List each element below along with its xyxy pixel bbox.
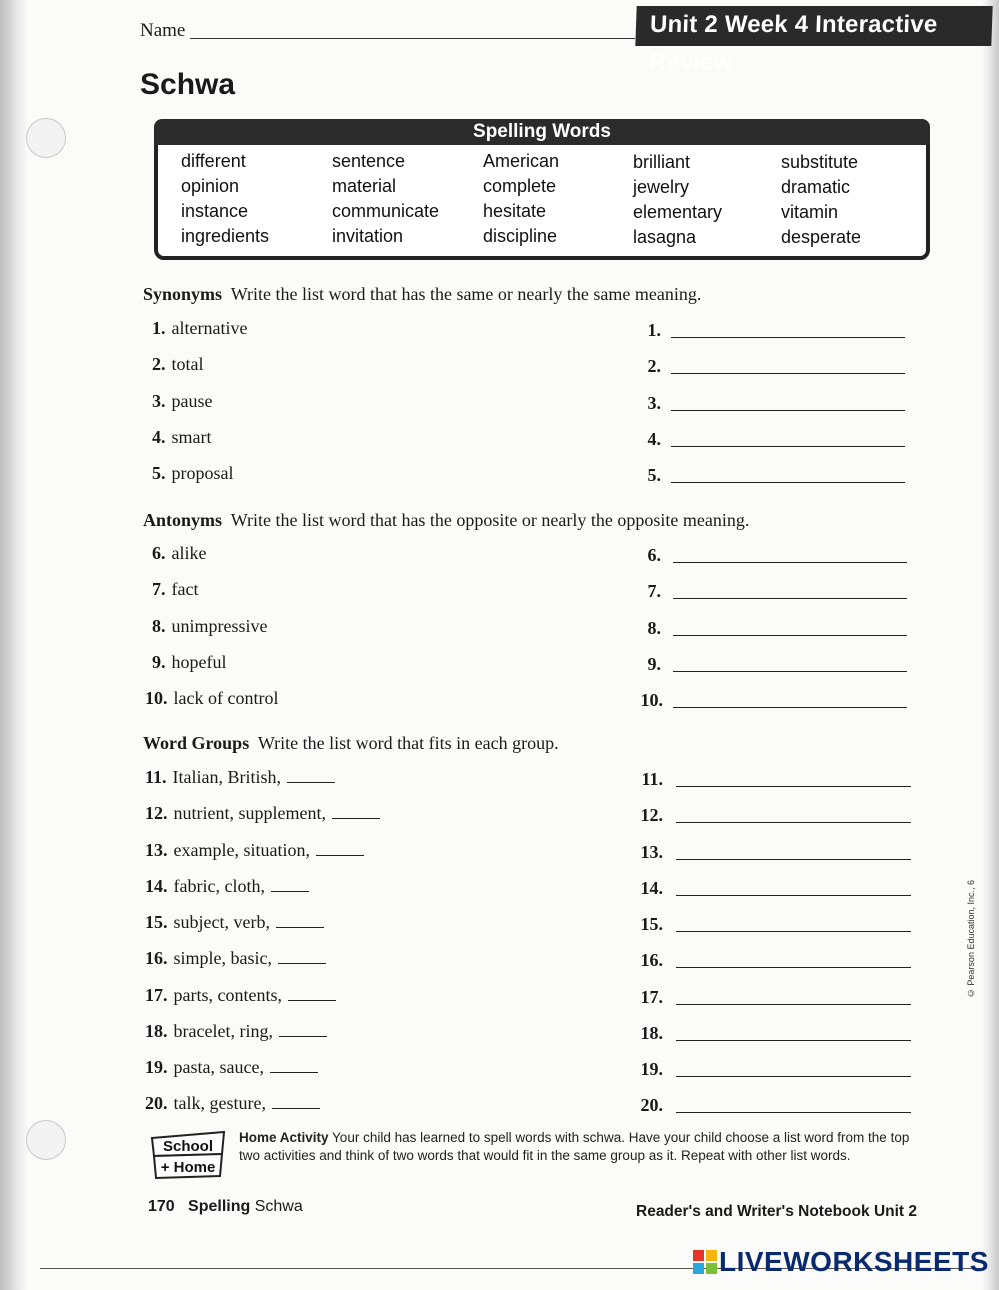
spelling-word: complete — [483, 176, 557, 196]
binder-hole — [26, 1120, 66, 1160]
scan-edge-left — [0, 0, 28, 1290]
question-item — [152, 427, 212, 448]
question-number: 12. — [145, 803, 168, 823]
inline-blank — [332, 804, 380, 819]
question-number: 14. — [145, 876, 168, 896]
section-instruction: Write the list word that fits in each group. — [257, 733, 559, 753]
answer-input[interactable] — [671, 481, 905, 483]
question-number: 18. — [145, 1021, 168, 1041]
answer-number: 14. — [640, 878, 663, 898]
antonyms-heading — [143, 510, 749, 531]
copyright-notice: © Pearson Education, Inc., 6 — [966, 880, 976, 999]
answer-number: 4. — [647, 429, 661, 449]
question-number: 9. — [152, 652, 166, 672]
question-number: 17. — [145, 985, 168, 1005]
answer-number: 16. — [640, 950, 663, 970]
section-label: Word Groups — [143, 733, 250, 753]
footer-section: Spelling — [188, 1198, 251, 1215]
inline-blank — [288, 986, 336, 1001]
spelling-word: discipline — [483, 226, 558, 246]
name-field[interactable] — [190, 38, 635, 39]
question-number: 20. — [145, 1093, 168, 1113]
question-number: 10. — [145, 688, 168, 708]
answer-input[interactable] — [676, 785, 911, 787]
inline-blank — [316, 841, 364, 856]
answer-number: 8. — [647, 618, 661, 638]
inline-blank — [279, 1022, 327, 1037]
spelling-word: communicate — [332, 201, 440, 221]
answer-number: 7. — [647, 581, 661, 601]
question-item — [145, 912, 324, 933]
inline-blank — [276, 913, 324, 928]
question-number: 4. — [152, 427, 166, 447]
question-text: nutrient, supplement, — [173, 803, 326, 823]
answer-number: 1. — [647, 320, 661, 340]
answer-number: 10. — [640, 690, 663, 710]
question-number: 13. — [145, 840, 168, 860]
question-number: 1. — [152, 318, 166, 338]
question-text: bracelet, ring, — [173, 1021, 273, 1041]
question-text: lack of control — [173, 688, 279, 708]
question-text: smart — [171, 427, 212, 447]
liveworksheets-logo-icon — [693, 1250, 717, 1274]
answer-input[interactable] — [676, 1111, 911, 1113]
answer-number: 11. — [641, 769, 663, 789]
spelling-word: elementary — [633, 202, 723, 222]
name-label: Name — [140, 20, 186, 41]
question-item — [145, 803, 380, 824]
answer-number: 5. — [647, 465, 661, 485]
home-activity-note — [239, 1129, 919, 1165]
home-activity-label: Home Activity — [239, 1130, 329, 1145]
word-groups-heading — [143, 733, 559, 754]
question-item — [152, 579, 198, 600]
inline-blank — [270, 1058, 318, 1073]
spelling-word: material — [332, 176, 397, 196]
spelling-word: lasagna — [633, 227, 697, 247]
binder-hole — [26, 118, 66, 158]
home-activity-text: Your child has learned to spell words with schwa. Have your child choose a list word from the top two activities and think of two words that would fit in the same group as it. Repeat with other list words. — [239, 1130, 910, 1163]
liveworksheets-watermark — [693, 1246, 989, 1278]
question-text: alternative — [171, 318, 248, 338]
unit-banner: Unit 2 Week 4 Interactive Review — [635, 6, 992, 46]
question-item — [145, 688, 278, 709]
section-label: Synonyms — [143, 284, 223, 304]
question-number: 19. — [145, 1057, 168, 1077]
answer-input[interactable] — [671, 336, 905, 338]
answer-number: 20. — [640, 1095, 663, 1115]
question-text: pause — [171, 391, 213, 411]
question-text: alike — [171, 543, 207, 563]
question-item — [145, 1093, 320, 1114]
question-item — [152, 543, 206, 564]
answer-number: 13. — [640, 842, 663, 862]
question-text: parts, contents, — [173, 985, 282, 1005]
question-text: talk, gesture, — [173, 1093, 266, 1113]
inline-blank — [278, 949, 326, 964]
page-title: Schwa — [140, 68, 236, 101]
scan-edge-right — [981, 0, 999, 1290]
answer-number: 6. — [647, 545, 661, 565]
question-number: 15. — [145, 912, 168, 932]
spelling-word: opinion — [181, 176, 240, 196]
question-item — [152, 616, 268, 637]
answer-number: 12. — [640, 805, 663, 825]
question-item — [145, 985, 336, 1006]
spelling-word: sentence — [332, 151, 406, 171]
question-item — [152, 652, 226, 673]
answer-input[interactable] — [671, 445, 905, 447]
question-item — [145, 876, 309, 897]
question-number: 8. — [152, 616, 166, 636]
answer-input[interactable] — [673, 597, 907, 599]
answer-input[interactable] — [671, 372, 905, 374]
school-home-logo — [148, 1128, 228, 1180]
question-text: simple, basic, — [173, 948, 272, 968]
answer-number: 3. — [647, 393, 661, 413]
page-number: 170 — [148, 1198, 175, 1215]
answer-number: 17. — [640, 987, 663, 1007]
footer-right — [636, 1203, 917, 1221]
question-item — [152, 463, 234, 484]
answer-input[interactable] — [676, 1039, 911, 1041]
question-number: 11. — [145, 767, 167, 787]
section-label: Antonyms — [143, 510, 223, 530]
question-text: fabric, cloth, — [173, 876, 265, 896]
answer-input[interactable] — [671, 409, 905, 411]
section-instruction: Write the list word that has the same or nearly the same meaning. — [230, 284, 702, 304]
logo-home-text: + Home — [160, 1159, 216, 1176]
answer-input[interactable] — [673, 561, 907, 563]
inline-blank — [272, 1094, 320, 1109]
spelling-word: jewelry — [633, 177, 690, 197]
answer-input[interactable] — [676, 894, 911, 896]
question-number: 6. — [152, 543, 166, 563]
question-text: example, situation, — [173, 840, 310, 860]
question-item — [145, 948, 326, 969]
question-item — [152, 318, 247, 339]
answer-input[interactable] — [676, 930, 911, 932]
footer-topic: Schwa — [254, 1198, 303, 1215]
footer-left — [148, 1198, 303, 1216]
answer-number: 9. — [647, 654, 661, 674]
question-item — [145, 767, 335, 788]
spelling-word: hesitate — [483, 201, 547, 221]
spelling-word: instance — [181, 201, 249, 221]
answer-input[interactable] — [673, 634, 907, 636]
footer-unit: Unit 2 — [873, 1203, 917, 1220]
answer-number: 15. — [640, 914, 663, 934]
question-item — [145, 840, 364, 861]
spelling-word: ingredients — [181, 226, 270, 246]
answer-number: 18. — [640, 1023, 663, 1043]
question-number: 16. — [145, 948, 168, 968]
watermark-text: LIVEWORKSHEETS — [719, 1246, 989, 1277]
inline-blank — [271, 877, 309, 892]
question-item — [145, 1057, 318, 1078]
answer-input[interactable] — [676, 966, 911, 968]
question-number: 3. — [152, 391, 166, 411]
spelling-word: American — [483, 151, 560, 171]
question-item — [152, 354, 204, 375]
question-text: subject, verb, — [173, 912, 270, 932]
spelling-word: desperate — [781, 227, 862, 247]
answer-input[interactable] — [676, 1003, 911, 1005]
answer-number: 19. — [640, 1059, 663, 1079]
question-text: hopeful — [171, 652, 227, 672]
question-number: 7. — [152, 579, 166, 599]
question-number: 5. — [152, 463, 166, 483]
spelling-word: substitute — [781, 152, 859, 172]
answer-input[interactable] — [676, 858, 911, 860]
question-text: Italian, British, — [172, 767, 281, 787]
spelling-word: invitation — [332, 226, 404, 246]
spelling-words-heading: Spelling Words — [154, 119, 930, 145]
question-text: pasta, sauce, — [173, 1057, 264, 1077]
question-text: proposal — [171, 463, 234, 483]
spelling-word: different — [181, 151, 246, 171]
question-number: 2. — [152, 354, 166, 374]
spelling-word: dramatic — [781, 177, 851, 197]
spelling-word: brilliant — [633, 152, 691, 172]
question-item — [145, 1021, 327, 1042]
spelling-word: vitamin — [781, 202, 839, 222]
logo-school-text: School — [162, 1138, 214, 1155]
synonyms-heading — [143, 284, 701, 305]
answer-input[interactable] — [676, 1075, 911, 1077]
footer-book: Reader's and Writer's Notebook — [636, 1203, 870, 1220]
answer-input[interactable] — [676, 821, 911, 823]
answer-input[interactable] — [673, 670, 907, 672]
question-text: unimpressive — [171, 616, 268, 636]
question-text: total — [171, 354, 204, 374]
question-text: fact — [171, 579, 199, 599]
section-instruction: Write the list word that has the opposite or nearly the opposite meaning. — [230, 510, 750, 530]
answer-input[interactable] — [673, 706, 907, 708]
answer-number: 2. — [647, 356, 661, 376]
question-item — [152, 391, 212, 412]
inline-blank — [287, 768, 335, 783]
